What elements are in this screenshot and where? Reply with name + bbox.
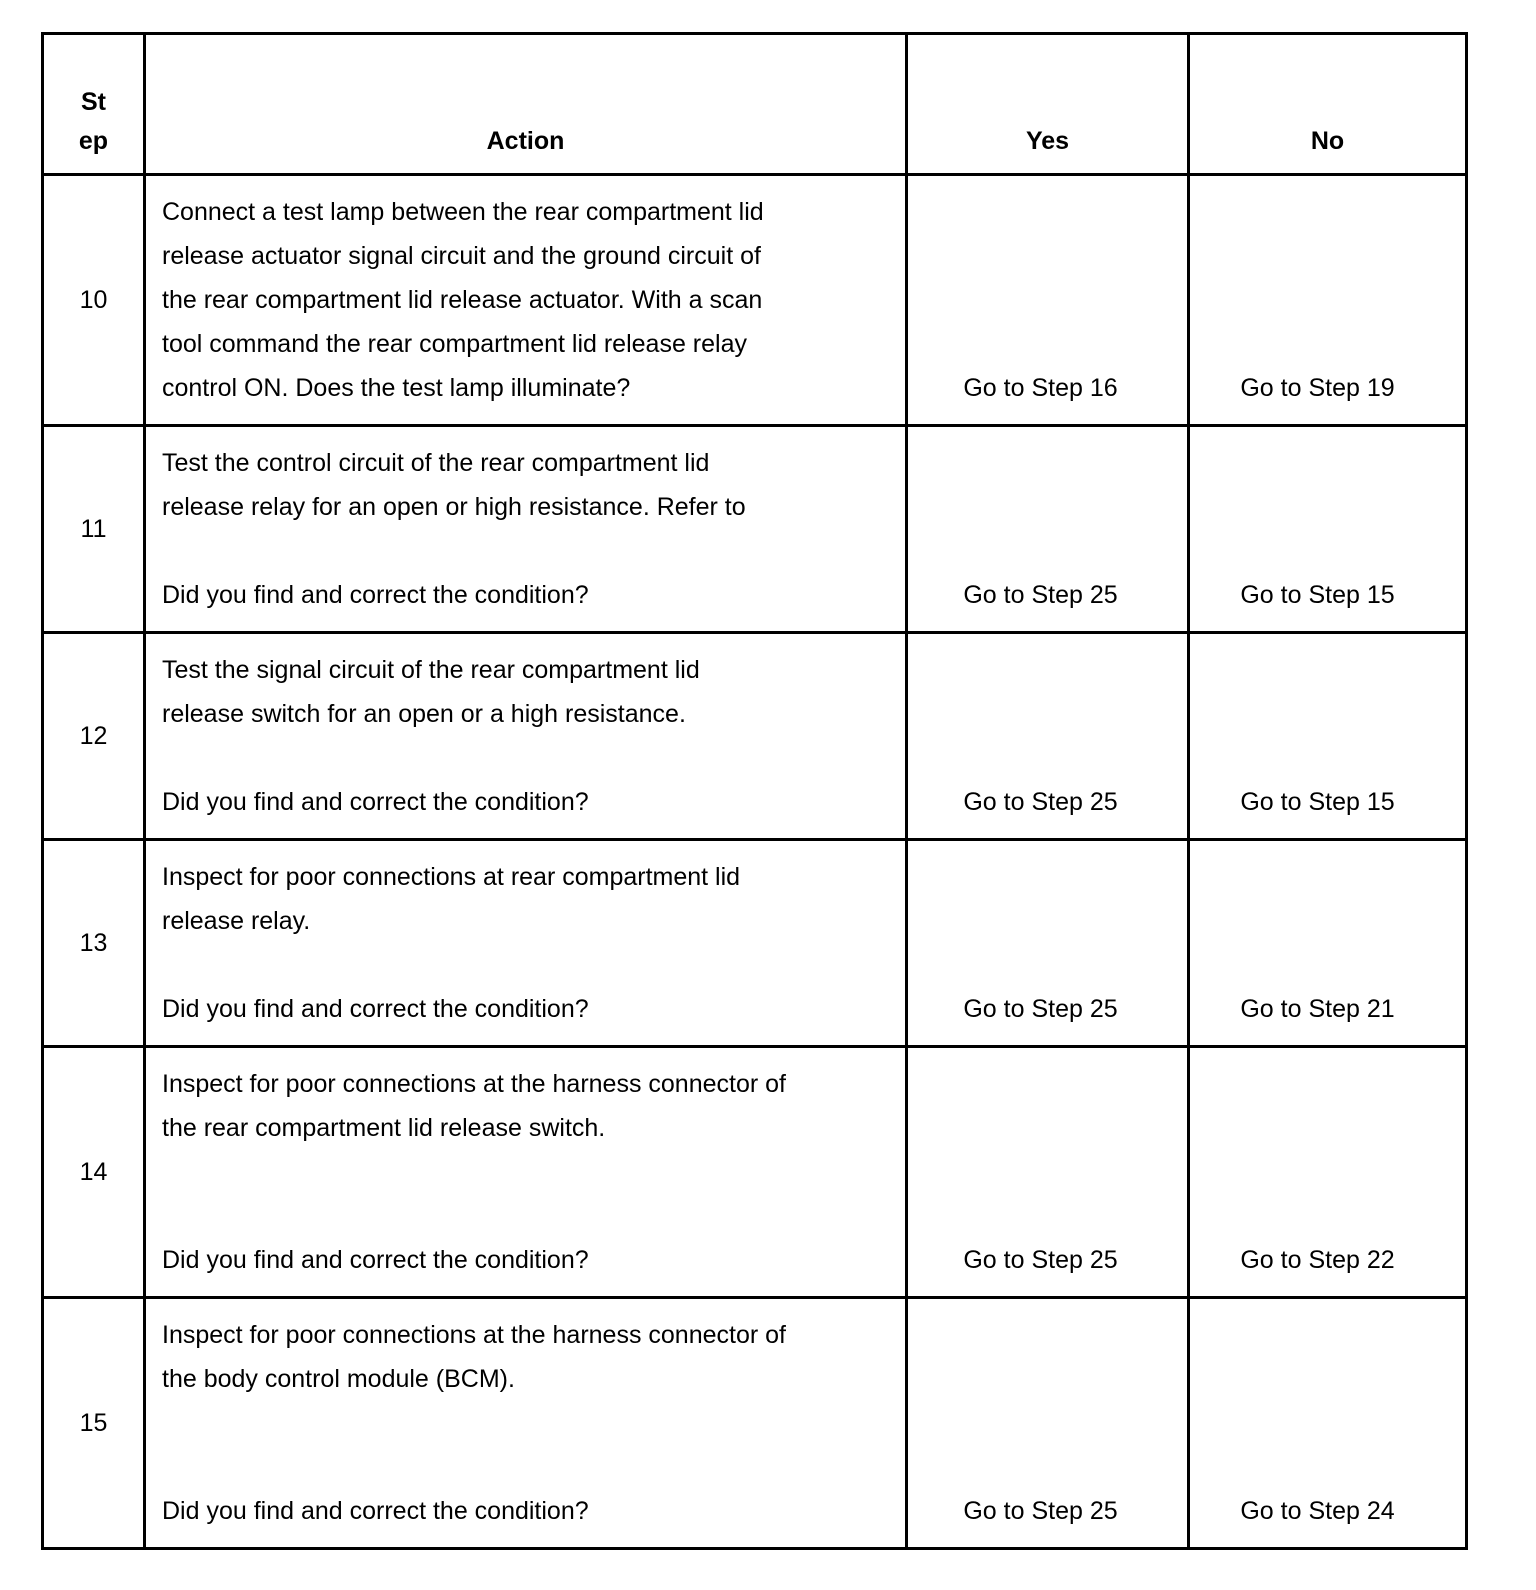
action-text: Inspect for poor connections at rear compartment lid — [162, 863, 741, 891]
header-row — [43, 34, 1467, 175]
action-text: Connect a test lamp between the rear compartment lid — [162, 198, 764, 226]
table-row — [43, 175, 1467, 426]
action-text: the rear compartment lid release switch. — [162, 1114, 606, 1142]
yes-cell — [907, 840, 1189, 1047]
action-text: release relay for an open or high resistance. Refer to — [162, 493, 746, 521]
yes-cell — [907, 1047, 1189, 1298]
yes-result: Go to Step 25 — [963, 1246, 1118, 1274]
action-text: Test the control circuit of the rear compartment lid — [162, 449, 710, 477]
header-no: No — [1189, 34, 1467, 175]
step-number: 13 — [43, 840, 145, 1047]
yes-cell — [907, 175, 1189, 426]
header-yes: Yes — [907, 34, 1189, 175]
no-cell — [1189, 175, 1467, 426]
step-number: 10 — [43, 175, 145, 426]
table-row — [43, 426, 1467, 633]
action-question: Did you find and correct the condition? — [162, 788, 589, 816]
header-step-line2: ep — [78, 127, 109, 155]
action-text: tool command the rear compartment lid release relay — [162, 330, 747, 358]
action-text: release switch for an open or a high resistance. — [162, 700, 686, 728]
no-result: Go to Step 19 — [1240, 374, 1395, 402]
no-cell — [1189, 426, 1467, 633]
action-text: Inspect for poor connections at the harness connector of — [162, 1321, 786, 1349]
yes-cell — [907, 426, 1189, 633]
action-text: control ON. Does the test lamp illuminate? — [162, 374, 631, 402]
header-step — [43, 34, 145, 175]
no-result: Go to Step 15 — [1240, 581, 1395, 609]
action-cell — [145, 1298, 907, 1549]
action-text: the rear compartment lid release actuator. With a scan — [162, 286, 763, 314]
action-text: release relay. — [162, 907, 311, 935]
action-cell — [145, 426, 907, 633]
no-result: Go to Step 22 — [1240, 1246, 1395, 1274]
yes-result: Go to Step 25 — [963, 995, 1118, 1023]
step-number: 14 — [43, 1047, 145, 1298]
action-cell — [145, 633, 907, 840]
action-text: Test the signal circuit of the rear compartment lid — [162, 656, 700, 684]
no-cell — [1189, 1298, 1467, 1549]
action-question: Did you find and correct the condition? — [162, 1246, 589, 1274]
step-number: 12 — [43, 633, 145, 840]
action-question: Did you find and correct the condition? — [162, 995, 589, 1023]
no-result: Go to Step 21 — [1240, 995, 1395, 1023]
table-row — [43, 1298, 1467, 1549]
header-step-line1: St — [81, 88, 106, 116]
table-row — [43, 840, 1467, 1047]
step-number: 15 — [43, 1298, 145, 1549]
action-question: Did you find and correct the condition? — [162, 581, 589, 609]
yes-cell — [907, 633, 1189, 840]
action-cell — [145, 1047, 907, 1298]
no-cell — [1189, 633, 1467, 840]
no-result: Go to Step 24 — [1240, 1497, 1395, 1525]
action-question: Did you find and correct the condition? — [162, 1497, 589, 1525]
no-cell — [1189, 1047, 1467, 1298]
action-text: release actuator signal circuit and the ground circuit of — [162, 242, 761, 270]
step-number: 11 — [43, 426, 145, 633]
yes-result: Go to Step 25 — [963, 1497, 1118, 1525]
yes-result: Go to Step 25 — [963, 581, 1118, 609]
action-cell — [145, 175, 907, 426]
action-text: Inspect for poor connections at the harness connector of — [162, 1070, 786, 1098]
header-action: Action — [145, 34, 907, 175]
action-text: the body control module (BCM). — [162, 1365, 515, 1393]
yes-result: Go to Step 16 — [963, 374, 1118, 402]
table-row — [43, 633, 1467, 840]
no-cell — [1189, 840, 1467, 1047]
no-result: Go to Step 15 — [1240, 788, 1395, 816]
table-row — [43, 1047, 1467, 1298]
action-cell — [145, 840, 907, 1047]
diagnostic-table — [41, 32, 1468, 1550]
yes-result: Go to Step 25 — [963, 788, 1118, 816]
yes-cell — [907, 1298, 1189, 1549]
